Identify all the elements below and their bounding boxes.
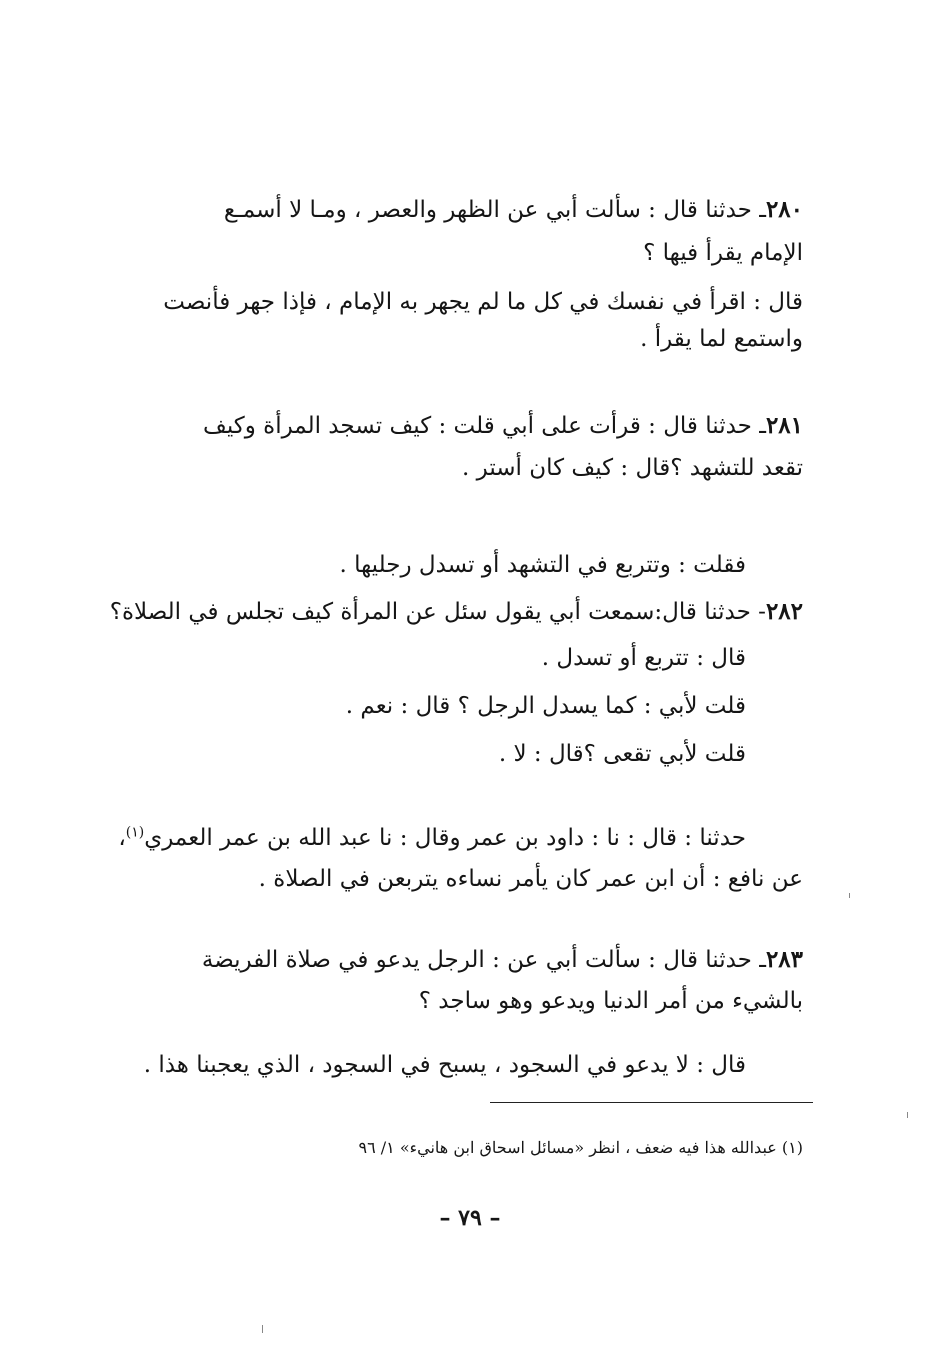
scan-speck [262, 1325, 263, 1333]
entry-number: ٢٨٣ [765, 946, 803, 973]
entry-282-answer-2: قلت لأبي : كما يسدل الرجل ؟ قال : نعم . [345, 693, 746, 719]
scan-speck [849, 893, 850, 898]
entry-283-line-1 [202, 946, 803, 975]
entry-text: ـ حدثنا قال : سألت أبي عن : الرجل يدعو في صلاة الفريضة [201, 947, 766, 973]
entry-280-answer-line-2: واستمع لما يقرأ . [640, 326, 803, 352]
footnote-separator [490, 1102, 813, 1103]
entry-280-line-2: الإمام يقرأ فيها ؟ [643, 240, 803, 266]
narration-comma: ، [118, 825, 126, 851]
entry-text: ـ حدثنا قال : قرأت على أبي قلت : كيف تسجد المرأة وكيف [203, 413, 766, 439]
entry-text: ـ حدثنا قال : سألت أبي عن الظهر والعصر ، ومـا لا أسمـع [223, 197, 766, 223]
entry-282-answer-1: قال : تتربع أو تسدل . [541, 645, 746, 671]
entry-283-line-2: بالشيء من أمر الدنيا ويدعو وهو ساجد ؟ [418, 988, 803, 1014]
narration-text: حدثنا : قال : نا : داود بن عمر وقال : نا عبد الله بن عمر العمري [144, 825, 746, 851]
narration-line-2: عن نافع : أن ابن عمر كان يأمر نساءه يتربعن في الصلاة . [258, 866, 803, 892]
narration-line-1 [118, 825, 746, 853]
entry-283-answer: قال : لا يدعو في السجود ، يسبح في السجود ، الذي يعجبنا هذا . [143, 1052, 746, 1078]
entry-text: - حدثنا قال:سمعت أبي يقول سئل عن المرأة كيف تجلس في الصلاة؟ [109, 599, 766, 625]
entry-281-line-1 [203, 412, 803, 441]
scan-speck [907, 1112, 908, 1118]
entry-number: ٢٨١ [765, 412, 803, 439]
entry-number: ٢٨٠ [765, 196, 803, 223]
entry-280-line-1 [224, 196, 803, 225]
entry-280-answer-line-1: قال : اقرأ في نفسك في كل ما لم يجهر به الإمام ، فإذا جهر فأنصت [163, 289, 803, 315]
entry-number: ٢٨٢ [765, 598, 803, 625]
footnote-marker[interactable]: (١) [125, 824, 145, 841]
entry-281-answer: فقلت : وتتربع في التشهد أو تسدل رجليها . [339, 552, 746, 578]
footnote-text: (١) عبدالله هذا فيه ضعف ، انظر «مسائل اسحاق ابن هانيء» ١/ ٩٦ [358, 1138, 803, 1157]
page-number: – ٧٩ – [439, 1205, 501, 1231]
entry-281-line-2: تقعد للتشهد ؟قال : كيف كان أستر . [462, 455, 803, 481]
entry-282-line-1 [110, 598, 803, 627]
entry-282-answer-3: قلت لأبي تقعى ؟قال : لا . [498, 741, 746, 767]
